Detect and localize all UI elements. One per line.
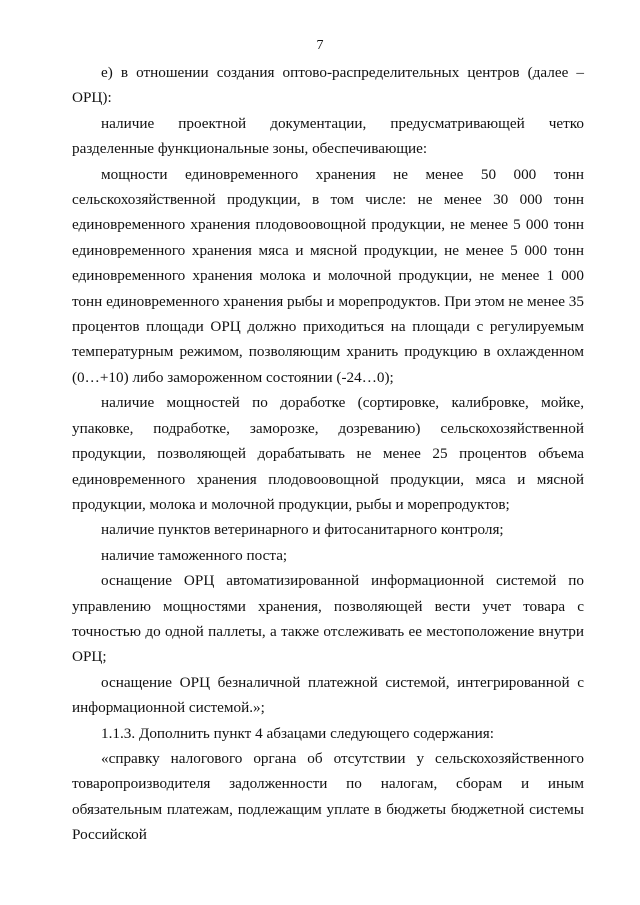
- paragraph-veterinary-control: наличие пунктов ветеринарного и фитосанитарного контроля;: [101, 521, 504, 539]
- page-number: 7: [316, 38, 324, 53]
- paragraph-amendment-item: 1.1.3. Дополнить пункт 4 абзацами следующего содержания:: [101, 724, 494, 742]
- paragraph-information-system: оснащение ОРЦ автоматизированной информационной системой по управлению мощностями хранения, позволяющей вести учет товара с точностью до одной паллеты, а также отслеживать ее местоположение внутри ОРЦ;: [72, 572, 584, 666]
- paragraph-payment-system: оснащение ОРЦ безналичной платежной системой, интегрированной с информационной системой.»;: [72, 673, 584, 717]
- paragraph-processing-capacity: наличие мощностей по доработке (сортировке, калибровке, мойке, упаковке, подработке, заморозке, дозреванию) сельскохозяйственной продукции, позволяющей дорабатывать не менее 25 процентов объема единовременного хранения плодовоовощной продукции, мяса и мясной продукции, молока и молочной продукции, рыбы и морепродуктов;: [72, 394, 584, 513]
- paragraph-customs-post: наличие таможенного поста;: [101, 546, 288, 564]
- paragraph-storage-capacity: мощности единовременного хранения не менее 50 000 тонн сельскохозяйственной продукции, в том числе: не менее 30 000 тонн единовременного хранения плодовоовощной продукции, не менее 5 000 тонн единовременного хранения мяса и мясной продукции, не менее 5 000 тонн единовременного хранения молока и молочной продукции, не менее 1 000 тонн единовременного хранения рыбы и морепродуктов. При этом не менее 35 процентов площади ОРЦ должно приходиться на площади с регулируемым температурным режимом, позволяющим хранить продукцию в охлажденном (0…+10) либо замороженном состоянии (-24…0);: [72, 165, 584, 386]
- paragraph-orc-definition: е) в отношении создания оптово-распределительных центров (далее – ОРЦ):: [72, 64, 584, 107]
- paragraph-project-documentation: наличие проектной документации, предусматривающей четко разделенные функциональные зоны, обеспечивающие:: [72, 114, 584, 158]
- document-body: [72, 60, 584, 848]
- paragraph-tax-certificate: «справку налогового органа об отсутствии у сельскохозяйственного товаропроизводителя задолженности по налогам, сборам и иным обязательным платежам, подлежащим уплате в бюджеты бюджетной системы Российской: [72, 749, 584, 844]
